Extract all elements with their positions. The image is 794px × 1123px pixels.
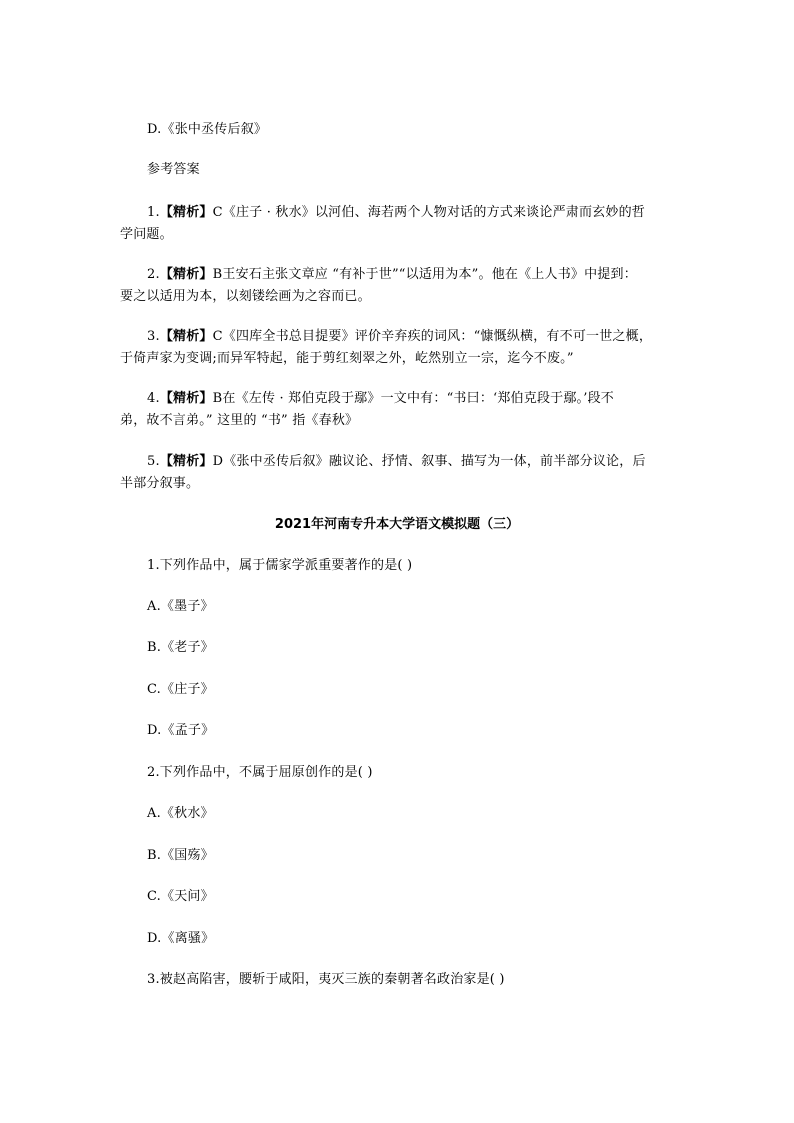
question-2-stem: 2.下列作品中，不属于屈原创作的是( ) <box>147 765 373 780</box>
answer-tag: 【精析】 <box>159 454 213 469</box>
answer-4-line-2: 弟，故不言弟。” 这里的 “书” 指《春秋》 <box>120 413 359 428</box>
answer-3-line-1 <box>147 327 652 347</box>
answer-number: 3. <box>147 329 160 344</box>
section-title: 2021年河南专升本大学语文模拟题（三） <box>274 517 520 532</box>
answer-tag: 【精析】 <box>159 391 213 406</box>
question-1-option-a: A.《墨子》 <box>147 599 214 614</box>
answer-2-line-1 <box>147 265 637 285</box>
question-2-option-d: D.《离骚》 <box>147 931 215 946</box>
answer-4-line-1 <box>147 389 614 409</box>
answer-text: B王安石主张文章应 “有补于世”“以适用为本”。他在《上人书》中提到： <box>212 267 637 282</box>
answers-heading: 参考答案 <box>147 162 200 177</box>
answer-text: C《四库全书总目提要》评价辛弃疾的词风：“慷慨纵横，有不可一世之概， <box>212 329 653 344</box>
question-1-stem: 1.下列作品中，属于儒家学派重要著作的是( ) <box>147 558 413 573</box>
answer-number: 2. <box>147 267 160 282</box>
question-2-option-a: A.《秋水》 <box>147 806 214 821</box>
answer-1-line-1 <box>147 203 645 223</box>
question-1-option-c: C.《庄子》 <box>147 682 214 697</box>
answer-1-line-2: 学问题。 <box>120 227 173 242</box>
question-1-option-d: D.《孟子》 <box>147 723 215 738</box>
answer-3-line-2: 于倚声家为变调;而异军特起，能于剪红刻翠之外，屹然别立一宗，迄今不废。” <box>120 351 574 366</box>
answer-2-line-2: 要之以适用为本，以刻镂绘画为之容而已。 <box>120 289 371 304</box>
answer-number: 5. <box>147 454 160 469</box>
prev-option-d: D.《张中丞传后叙》 <box>147 122 268 137</box>
answer-text: D《张中丞传后叙》融议论、抒情、叙事、描写为一体，前半部分议论，后 <box>212 454 646 469</box>
question-2-option-c: C.《天问》 <box>147 889 214 904</box>
question-1-option-b: B.《老子》 <box>147 640 214 655</box>
answer-tag: 【精析】 <box>159 329 213 344</box>
answer-number: 4. <box>147 391 160 406</box>
answer-text: B在《左传 · 郑伯克段于鄢》一文中有：“书曰：‘郑伯克段于鄢。’段不 <box>212 391 614 406</box>
answer-number: 1. <box>147 205 160 220</box>
answer-5-line-2: 半部分叙事。 <box>120 476 200 491</box>
answer-5-line-1 <box>147 452 646 472</box>
question-2-option-b: B.《国殇》 <box>147 848 214 863</box>
answer-text: C《庄子 · 秋水》以河伯、海若两个人物对话的方式来谈论严肃而玄妙的哲 <box>212 205 645 220</box>
answer-tag: 【精析】 <box>159 267 213 282</box>
question-3-stem: 3.被赵高陷害，腰斩于咸阳，夷灭三族的秦朝著名政治家是( ) <box>147 972 505 987</box>
answer-tag: 【精析】 <box>159 205 213 220</box>
